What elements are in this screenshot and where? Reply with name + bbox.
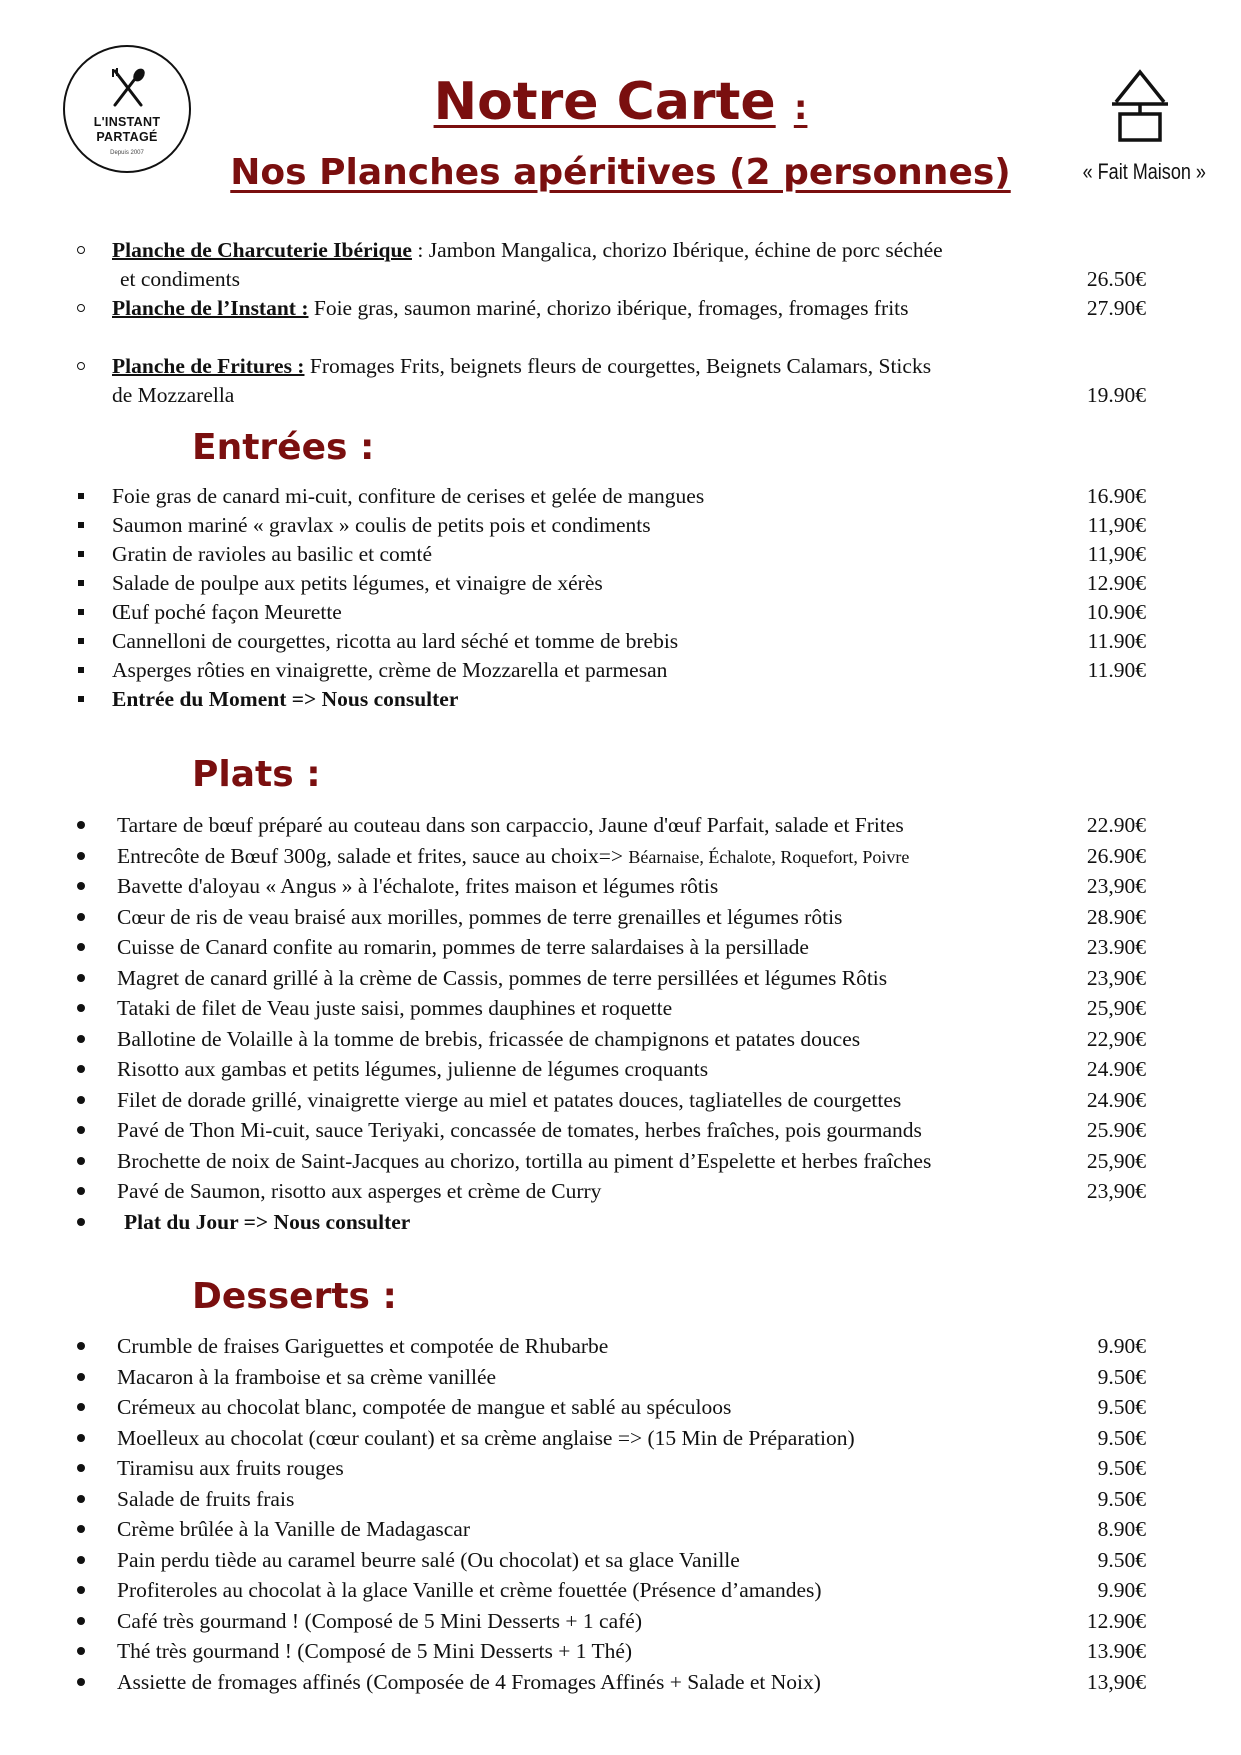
menu-item-price: 25,90€	[1086, 996, 1146, 1020]
dot-bullet-icon	[74, 1176, 88, 1206]
menu-item	[0, 1484, 1241, 1514]
menu-item-name: Macaron à la framboise et sa crème vanillée	[117, 1364, 497, 1389]
dot-bullet-icon	[74, 1636, 88, 1666]
dot-bullet-icon	[74, 1423, 88, 1453]
dot-bullet-icon	[74, 902, 88, 932]
menu-item	[0, 1545, 1241, 1575]
dot-bullet-icon	[74, 871, 88, 901]
menu-item	[0, 684, 1241, 714]
menu-item-name: Cœur de ris de veau braisé aux morilles, pommes de terre grenailles et légumes rôtis	[117, 904, 843, 929]
page-title	[0, 67, 1241, 143]
square-bullet-icon	[74, 539, 88, 569]
menu-item-name: Risotto aux gambas et petits légumes, julienne de légumes croquants	[117, 1057, 709, 1081]
menu-item	[0, 1636, 1241, 1666]
menu-item-price: 9.90€	[1097, 1334, 1146, 1358]
menu-item-name: Pavé de Thon Mi-cuit, sauce Teriyaki, concassée de tomates, herbes fraîches, pois gourmands	[117, 1118, 922, 1142]
menu-item-price: 22.90€	[1086, 813, 1146, 837]
menu-item	[0, 481, 1241, 511]
menu-item	[0, 902, 1241, 932]
menu-item-price: 9.50€	[1097, 1425, 1146, 1450]
logo-text-line3: Depuis 2007	[110, 150, 144, 156]
menu-item-price: 25.90€	[1086, 1118, 1146, 1142]
menu-item	[0, 1423, 1241, 1453]
plats-heading: Plats :	[192, 754, 321, 795]
planche-item	[0, 293, 1241, 323]
menu-item-price: 28.90€	[1086, 904, 1146, 929]
menu-item-price: 22,90€	[1086, 1026, 1146, 1051]
menu-item	[0, 626, 1241, 656]
menu-item	[0, 1667, 1241, 1697]
menu-item	[0, 510, 1241, 540]
dot-bullet-icon	[74, 1484, 88, 1514]
planche-name: Planche de l’Instant :	[112, 296, 309, 320]
planche-price: 27.90€	[1086, 296, 1146, 320]
menu-item	[0, 871, 1241, 901]
square-bullet-icon	[74, 626, 88, 656]
menu-item-price: 8.90€	[1097, 1517, 1146, 1541]
planche-desc: Fromages Frits, beignets fleurs de courgettes, Beignets Calamars, Sticks	[304, 354, 932, 378]
menu-item-name: Brochette de noix de Saint-Jacques au chorizo, tortilla au piment d’Espelette et herbes fraîches	[117, 1148, 932, 1173]
title-text: Notre Carte	[433, 72, 776, 132]
menu-item-price: 23,90€	[1086, 874, 1146, 898]
square-bullet-icon	[74, 597, 88, 627]
menu-item-name: Cuisse de Canard confite au romarin, pommes de terre salardaises à la persillade	[117, 935, 809, 959]
square-bullet-icon	[74, 510, 88, 540]
menu-item	[0, 1362, 1241, 1392]
menu-item-name: Pain perdu tiède au caramel beurre salé (Ou chocolat) et sa glace Vanille	[117, 1547, 740, 1572]
menu-item-name: Filet de dorade grillé, vinaigrette vierge au miel et patates douces, tagliatelles de courgettes	[117, 1087, 902, 1112]
menu-item	[0, 1024, 1241, 1054]
menu-item-price: 9.50€	[1097, 1547, 1146, 1572]
menu-item-price: 24.90€	[1086, 1087, 1146, 1112]
menu-item-price: 11.90€	[1087, 629, 1146, 653]
menu-item	[0, 1331, 1241, 1361]
dot-bullet-icon	[74, 1362, 88, 1392]
planche-desc: : Jambon Mangalica, chorizo Ibérique, échine de porc séchée	[411, 238, 943, 262]
title-colon: :	[793, 88, 808, 128]
menu-item	[0, 963, 1241, 993]
dot-bullet-icon	[74, 810, 88, 840]
menu-item-name: Tiramisu aux fruits rouges	[117, 1456, 344, 1480]
menu-item-name: Salade de fruits frais	[117, 1486, 295, 1511]
logo-text-line2: PARTAGÉ	[96, 130, 158, 144]
dot-bullet-icon	[74, 1453, 88, 1483]
menu-item	[0, 1115, 1241, 1145]
menu-item	[0, 1085, 1241, 1115]
menu-item	[0, 1054, 1241, 1084]
menu-item-price: 23,90€	[1086, 1179, 1146, 1203]
circle-bullet-icon	[74, 293, 88, 323]
menu-item-price: 16.90€	[1086, 484, 1146, 508]
dot-bullet-icon	[74, 841, 88, 871]
menu-item-name: Entrecôte de Bœuf 300g, salade et frites, sauce au choix=>	[117, 843, 629, 868]
planche-item	[0, 235, 1241, 265]
planche-name: Planche de Charcuterie Ibérique	[112, 238, 412, 262]
menu-item-name: Bavette d'aloyau « Angus » à l'échalote, frites maison et légumes rôtis	[117, 874, 719, 898]
menu-item-name: Pavé de Saumon, risotto aux asperges et crème de Curry	[117, 1179, 602, 1203]
menu-item-price: 23,90€	[1086, 965, 1146, 990]
fait-maison-label: « Fait Maison »	[1082, 159, 1206, 184]
menu-item-price: 13,90€	[1086, 1669, 1146, 1694]
dot-bullet-icon	[74, 1331, 88, 1361]
menu-item	[0, 655, 1241, 685]
planche-desc: Foie gras, saumon mariné, chorizo ibérique, fromages, fromages frits	[308, 296, 909, 320]
menu-item-name: Tataki de filet de Veau juste saisi, pommes dauphines et roquette	[117, 996, 673, 1020]
menu-item-sauces: Béarnaise, Échalote, Roquefort, Poivre	[628, 846, 910, 867]
menu-item-name: Assiette de fromages affinés (Composée de 4 Fromages Affinés + Salade et Noix)	[117, 1669, 821, 1694]
menu-item-name: Crémeux au chocolat blanc, compotée de mangue et sablé au spéculoos	[117, 1395, 732, 1419]
menu-item	[0, 993, 1241, 1023]
menu-item-price: 9.50€	[1097, 1364, 1146, 1389]
menu-item-name: Tartare de bœuf préparé au couteau dans son carpaccio, Jaune d'œuf Parfait, salade et Frites	[117, 813, 904, 837]
planche-price: 19.90€	[1086, 383, 1146, 407]
menu-item-price: 26.90€	[1086, 843, 1146, 868]
menu-item-name: Crumble de fraises Gariguettes et compotée de Rhubarbe	[117, 1334, 609, 1358]
dot-bullet-icon	[74, 993, 88, 1023]
menu-item-price: 12.90€	[1086, 1608, 1146, 1633]
dot-bullet-icon	[74, 1207, 88, 1237]
planche-desc-cont: de Mozzarella	[112, 383, 235, 407]
dot-bullet-icon	[74, 1115, 88, 1145]
entrees-heading: Entrées :	[192, 427, 375, 468]
square-bullet-icon	[74, 655, 88, 685]
menu-item-name: Asperges rôties en vinaigrette, crème de Mozzarella et parmesan	[112, 658, 668, 682]
menu-item-name: Cannelloni de courgettes, ricotta au lard séché et tomme de brebis	[112, 629, 679, 653]
menu-item-price: 12.90€	[1086, 571, 1146, 595]
menu-item-name: Entrée du Moment => Nous consulter	[112, 687, 459, 711]
menu-item-price: 11.90€	[1087, 658, 1146, 682]
menu-item	[0, 841, 1241, 871]
menu-item-price: 9.50€	[1097, 1486, 1146, 1511]
square-bullet-icon	[74, 568, 88, 598]
menu-item-name: Salade de poulpe aux petits légumes, et vinaigre de xérès	[112, 571, 603, 595]
menu-item-price: 23.90€	[1086, 935, 1146, 959]
menu-item	[0, 1514, 1241, 1544]
menu-item-name: Café très gourmand ! (Composé de 5 Mini Desserts + 1 café)	[117, 1608, 642, 1633]
planche-item-cont	[0, 264, 1241, 294]
menu-item-price: 25,90€	[1086, 1148, 1146, 1173]
dot-bullet-icon	[74, 1514, 88, 1544]
menu-item	[0, 539, 1241, 569]
planche-desc-cont: et condiments	[120, 267, 241, 291]
menu-item-price: 9.50€	[1097, 1456, 1146, 1480]
circle-bullet-icon	[74, 235, 88, 265]
dot-bullet-icon	[74, 1606, 88, 1636]
subtitle-text: Nos Planches apéritives (2 personnes)	[230, 152, 1011, 193]
menu-item-price: 9.90€	[1097, 1578, 1146, 1602]
page-subtitle	[0, 148, 1241, 198]
menu-item-name: Thé très gourmand ! (Composé de 5 Mini Desserts + 1 Thé)	[117, 1639, 633, 1663]
menu-item-price: 11,90€	[1087, 542, 1146, 566]
circle-bullet-icon	[74, 351, 88, 381]
menu-item	[0, 1146, 1241, 1176]
menu-item-price: 10.90€	[1086, 600, 1146, 624]
menu-item-price: 24.90€	[1086, 1057, 1146, 1081]
menu-item	[0, 810, 1241, 840]
menu-item	[0, 568, 1241, 598]
dot-bullet-icon	[74, 1545, 88, 1575]
dot-bullet-icon	[74, 1024, 88, 1054]
dot-bullet-icon	[74, 1146, 88, 1176]
menu-item	[0, 932, 1241, 962]
menu-item-name: Plat du Jour => Nous consulter	[124, 1209, 411, 1234]
menu-item-name: Gratin de ravioles au basilic et comté	[112, 542, 432, 566]
dot-bullet-icon	[74, 1667, 88, 1697]
planche-item-cont	[0, 380, 1241, 410]
menu-item-name: Magret de canard grillé à la crème de Cassis, pommes de terre persillées et légumes Rôtis	[117, 965, 888, 990]
menu-item	[0, 1392, 1241, 1422]
menu-item-price: 13.90€	[1086, 1639, 1146, 1663]
dot-bullet-icon	[74, 1392, 88, 1422]
dot-bullet-icon	[74, 1054, 88, 1084]
dot-bullet-icon	[74, 1085, 88, 1115]
planche-name: Planche de Fritures :	[112, 354, 305, 378]
menu-item	[0, 1606, 1241, 1636]
planche-item	[0, 351, 1241, 381]
menu-item-name: Moelleux au chocolat (cœur coulant) et sa crème anglaise => (15 Min de Préparation)	[117, 1425, 855, 1450]
dot-bullet-icon	[74, 932, 88, 962]
menu-item	[0, 1176, 1241, 1206]
menu-item-name: Œuf poché façon Meurette	[112, 600, 342, 624]
menu-item-name: Foie gras de canard mi-cuit, confiture de cerises et gelée de mangues	[112, 484, 705, 508]
menu-item	[0, 1575, 1241, 1605]
square-bullet-icon	[74, 481, 88, 511]
menu-item-price: 11,90€	[1087, 513, 1146, 537]
dot-bullet-icon	[74, 1575, 88, 1605]
menu-item-name: Ballotine de Volaille à la tomme de brebis, fricassée de champignons et patates douces	[117, 1026, 861, 1051]
planche-price: 26.50€	[1086, 267, 1146, 291]
menu-item-price: 9.50€	[1097, 1395, 1146, 1419]
logo-text-line1: L'INSTANT	[93, 115, 161, 129]
square-bullet-icon	[74, 684, 88, 714]
menu-item	[0, 1453, 1241, 1483]
menu-item	[0, 1207, 1241, 1237]
menu-item-name: Profiteroles au chocolat à la glace Vanille et crème fouettée (Présence d’amandes)	[117, 1578, 822, 1602]
menu-item-name: Saumon mariné « gravlax » coulis de petits pois et condiments	[112, 513, 651, 537]
menu-item	[0, 597, 1241, 627]
desserts-heading: Desserts :	[192, 1276, 397, 1317]
menu-item-name: Crème brûlée à la Vanille de Madagascar	[117, 1517, 470, 1541]
dot-bullet-icon	[74, 963, 88, 993]
